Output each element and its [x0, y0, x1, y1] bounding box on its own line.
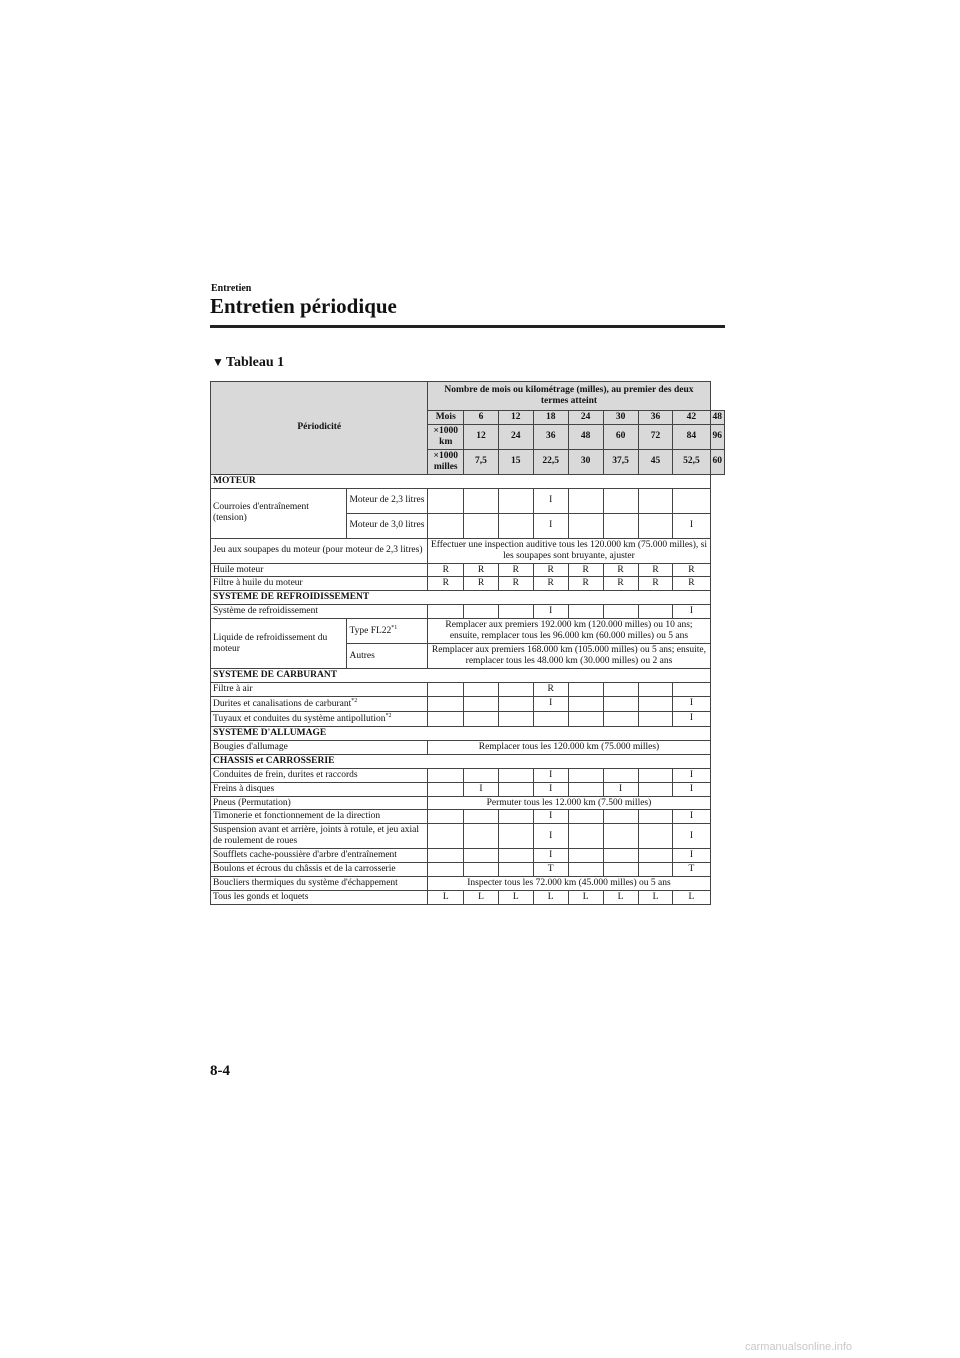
row-instruction: Effectuer une inspection auditive tous les 120.000 km (75.000 milles), si les soupapes sont bruyante, ajuster	[428, 538, 710, 563]
table-row	[211, 605, 725, 619]
table-cell: R	[603, 563, 638, 577]
table-cell	[603, 696, 638, 711]
row-label: Liquide de refroidissement du moteur	[211, 619, 347, 669]
table-cell	[638, 824, 673, 849]
table-cell: I	[673, 696, 710, 711]
header-cell: 72	[638, 424, 673, 449]
table-cell: R	[638, 563, 673, 577]
table-cell	[603, 768, 638, 782]
header-cell: 12	[498, 411, 533, 425]
table-cell: I	[533, 782, 568, 796]
header-cell: 7,5	[464, 449, 499, 474]
table-cell	[498, 863, 533, 877]
row-label: Timonerie et fonctionnement de la direction	[211, 810, 428, 824]
row-label: Freins à disques	[211, 782, 428, 796]
table-cell: R	[568, 577, 603, 591]
table-cell	[464, 849, 499, 863]
table-row	[211, 877, 725, 891]
table-cell	[464, 810, 499, 824]
table-cell: I	[533, 810, 568, 824]
table-cell: R	[533, 682, 568, 696]
table-cell	[464, 711, 499, 726]
table-cell	[638, 810, 673, 824]
table-cell: T	[673, 863, 710, 877]
table-cell: R	[568, 563, 603, 577]
table-cell: R	[464, 577, 499, 591]
table-cell: I	[673, 768, 710, 782]
table-cell	[673, 488, 710, 513]
row-label: Boulons et écrous du châssis et de la carrosserie	[211, 863, 428, 877]
row-label: Huile moteur	[211, 563, 428, 577]
table-cell	[428, 782, 464, 796]
table-row	[211, 563, 725, 577]
table-cell: L	[498, 891, 533, 905]
table-cell	[498, 682, 533, 696]
row-label: Filtre à huile du moteur	[211, 577, 428, 591]
section-row-moteur	[211, 474, 725, 488]
periodicite-header: Périodicité	[211, 382, 428, 475]
header-cell: 60	[603, 424, 638, 449]
table-row	[211, 863, 725, 877]
header-cell: 30	[603, 411, 638, 425]
header-cell: 36	[638, 411, 673, 425]
table-cell: I	[603, 782, 638, 796]
table-cell	[498, 488, 533, 513]
section-row-refroidissement	[211, 591, 725, 605]
footnote-ref: *2	[351, 697, 358, 704]
header-cell: 52,5	[673, 449, 710, 474]
table-cell: I	[533, 849, 568, 863]
header-cell: 12	[464, 424, 499, 449]
table-cell	[428, 605, 464, 619]
header-cell: 48	[568, 424, 603, 449]
table-cell	[498, 824, 533, 849]
title-rule	[210, 325, 725, 328]
table-cell	[638, 782, 673, 796]
table-cell	[638, 768, 673, 782]
table-cell: R	[464, 563, 499, 577]
maintenance-table	[210, 381, 725, 905]
table-cell: R	[533, 577, 568, 591]
table-row	[211, 891, 725, 905]
header-cell: 6	[464, 411, 499, 425]
footnote-ref: *1	[391, 625, 398, 632]
table-cell: R	[498, 563, 533, 577]
table-cell	[464, 824, 499, 849]
table-row	[211, 696, 725, 711]
table-cell	[428, 824, 464, 849]
table-cell	[568, 810, 603, 824]
header-cell: 42	[673, 411, 710, 425]
section-heading: CHASSIS et CARROSSERIE	[211, 754, 711, 768]
page-number: 8-4	[210, 1063, 230, 1079]
table-row	[211, 488, 725, 513]
watermark: carmanualsonline.info	[745, 1341, 853, 1353]
table-cell	[568, 696, 603, 711]
row-label: Courroies d'entraînement (tension)	[211, 488, 347, 538]
table-cell	[603, 513, 638, 538]
header-label: ×1000 km	[428, 424, 464, 449]
row-sublabel: Moteur de 2,3 litres	[347, 488, 428, 513]
header-cell: 84	[673, 424, 710, 449]
table-cell: R	[428, 563, 464, 577]
table-cell	[638, 488, 673, 513]
table-cell: L	[533, 891, 568, 905]
row-sublabel	[347, 619, 428, 644]
table-cell	[568, 824, 603, 849]
row-label: Boucliers thermiques du système d'échappement	[211, 877, 428, 891]
table-cell: I	[673, 810, 710, 824]
header-label: Mois	[428, 411, 464, 425]
header-cell: 45	[638, 449, 673, 474]
section-heading: SYSTEME DE REFROIDISSEMENT	[211, 591, 711, 605]
table-cell: R	[533, 563, 568, 577]
header-cell: 36	[533, 424, 568, 449]
header-cell: 37,5	[603, 449, 638, 474]
table-cell	[568, 488, 603, 513]
table-cell	[568, 711, 603, 726]
table-cell	[568, 605, 603, 619]
table-row	[211, 538, 725, 563]
table-cell	[568, 768, 603, 782]
table-cell: I	[533, 513, 568, 538]
table-cell: I	[533, 605, 568, 619]
header-cell: 18	[533, 411, 568, 425]
table-row	[211, 810, 725, 824]
section-heading: SYSTEME DE CARBURANT	[211, 668, 711, 682]
table-cell: L	[428, 891, 464, 905]
table-cell	[568, 682, 603, 696]
table-cell	[498, 849, 533, 863]
table-cell	[498, 696, 533, 711]
table-cell: I	[533, 768, 568, 782]
table-row	[211, 768, 725, 782]
table-cell: I	[673, 849, 710, 863]
fl22-label: Type FL22	[349, 626, 392, 637]
row-sublabel: Moteur de 3,0 litres	[347, 513, 428, 538]
table-cell: L	[568, 891, 603, 905]
table-cell	[568, 782, 603, 796]
row-label	[211, 696, 428, 711]
header-cell: 48	[710, 411, 725, 425]
table-row	[211, 796, 725, 810]
table-cell	[603, 488, 638, 513]
table-cell	[603, 605, 638, 619]
table-row	[211, 782, 725, 796]
table-cell: I	[533, 696, 568, 711]
table-cell	[603, 824, 638, 849]
table-cell: I	[464, 782, 499, 796]
section-row-carburant	[211, 668, 725, 682]
table-cell: R	[673, 577, 710, 591]
table-cell	[498, 513, 533, 538]
table-cell: L	[638, 891, 673, 905]
table-cell: I	[673, 782, 710, 796]
table-cell	[428, 682, 464, 696]
tuyaux-label: Tuyaux et conduites du système antipollution	[213, 713, 386, 724]
table-cell: T	[533, 863, 568, 877]
table-cell: L	[603, 891, 638, 905]
header-cell: 15	[498, 449, 533, 474]
table-row	[211, 824, 725, 849]
table-cell	[568, 863, 603, 877]
table-cell	[568, 849, 603, 863]
table-row	[211, 682, 725, 696]
table-cell	[603, 849, 638, 863]
table-cell	[464, 488, 499, 513]
table-cell	[464, 513, 499, 538]
table-row	[211, 619, 725, 644]
table-cell	[603, 810, 638, 824]
header-cell: 30	[568, 449, 603, 474]
table-subtitle-text: Tableau 1	[225, 355, 285, 370]
table-cell: L	[464, 891, 499, 905]
table-cell	[498, 605, 533, 619]
table-cell: R	[603, 577, 638, 591]
table-cell	[638, 711, 673, 726]
row-label: Bougies d'allumage	[211, 740, 428, 754]
table-cell	[428, 696, 464, 711]
table-cell: I	[673, 513, 710, 538]
table-cell	[464, 682, 499, 696]
section-heading: MOTEUR	[211, 474, 711, 488]
row-instruction: Remplacer aux premiers 168.000 km (105.000 milles) ou 5 ans; ensuite, remplacer tous les 48.000 km (30.000 milles) ou 2 ans	[428, 644, 710, 669]
table-row	[211, 740, 725, 754]
table-cell	[638, 682, 673, 696]
table-cell: R	[638, 577, 673, 591]
row-label: Soufflets cache-poussière d'arbre d'entraînement	[211, 849, 428, 863]
table-cell	[638, 605, 673, 619]
table-cell: L	[673, 891, 710, 905]
table-cell	[603, 711, 638, 726]
row-label	[211, 711, 428, 726]
table-row	[211, 577, 725, 591]
section-heading: SYSTEME D'ALLUMAGE	[211, 726, 711, 740]
table-cell	[603, 863, 638, 877]
row-label: Tous les gonds et loquets	[211, 891, 428, 905]
table-cell: R	[498, 577, 533, 591]
header-cell: 24	[568, 411, 603, 425]
header-cell: 60	[710, 449, 725, 474]
header-row-span	[211, 382, 725, 411]
table-cell	[638, 863, 673, 877]
section-row-chassis	[211, 754, 725, 768]
table-cell: R	[428, 577, 464, 591]
row-label: Jeu aux soupapes du moteur (pour moteur de 2,3 litres)	[211, 538, 428, 563]
row-label: Système de refroidissement	[211, 605, 428, 619]
table-cell: R	[673, 563, 710, 577]
table-cell	[673, 682, 710, 696]
table-cell	[638, 849, 673, 863]
row-label: Filtre à air	[211, 682, 428, 696]
table-cell	[498, 810, 533, 824]
table-row	[211, 849, 725, 863]
table-cell	[428, 863, 464, 877]
table-cell	[498, 782, 533, 796]
row-instruction: Remplacer tous les 120.000 km (75.000 milles)	[428, 740, 710, 754]
header-cell: 24	[498, 424, 533, 449]
table-cell: I	[533, 824, 568, 849]
table-cell	[498, 711, 533, 726]
footnote-ref: *2	[385, 712, 392, 719]
header-label: ×1000 milles	[428, 449, 464, 474]
table-cell	[498, 768, 533, 782]
table-cell	[428, 488, 464, 513]
row-sublabel: Autres	[347, 644, 428, 669]
table-cell	[464, 605, 499, 619]
table-cell	[638, 696, 673, 711]
table-cell	[428, 849, 464, 863]
page-title: Entretien périodique	[210, 294, 397, 318]
header-cell: 22,5	[533, 449, 568, 474]
table-cell	[464, 696, 499, 711]
section-label: Entretien	[211, 283, 252, 294]
table-row	[211, 711, 725, 726]
section-row-allumage	[211, 726, 725, 740]
row-label: Pneus (Permutation)	[211, 796, 428, 810]
table-cell	[568, 513, 603, 538]
row-instruction: Permuter tous les 12.000 km (7.500 milles)	[428, 796, 710, 810]
table-cell	[428, 513, 464, 538]
table-cell	[603, 682, 638, 696]
table-cell	[428, 768, 464, 782]
triangle-down-icon: ▼	[212, 355, 224, 369]
row-label: Conduites de frein, durites et raccords	[211, 768, 428, 782]
table-cell: I	[673, 605, 710, 619]
table-cell	[533, 711, 568, 726]
table-cell: I	[673, 824, 710, 849]
table-cell	[464, 863, 499, 877]
row-label: Suspension avant et arrière, joints à rotule, et jeu axial de roulement de roues	[211, 824, 428, 849]
table-cell: I	[533, 488, 568, 513]
table-cell	[428, 711, 464, 726]
row-instruction: Remplacer aux premiers 192.000 km (120.000 milles) ou 10 ans; ensuite, remplacer tous les 96.000 km (60.000 milles) ou 5 ans	[428, 619, 710, 644]
table-cell: I	[673, 711, 710, 726]
row-instruction: Inspecter tous les 72.000 km (45.000 milles) ou 5 ans	[428, 877, 710, 891]
span-header: Nombre de mois ou kilométrage (milles), au premier des deux termes atteint	[428, 382, 710, 411]
table-cell	[464, 768, 499, 782]
table-cell	[428, 810, 464, 824]
table-cell	[638, 513, 673, 538]
table-subtitle	[212, 355, 284, 371]
header-cell: 96	[710, 424, 725, 449]
durites-label: Durites et canalisations de carburant	[213, 698, 352, 709]
